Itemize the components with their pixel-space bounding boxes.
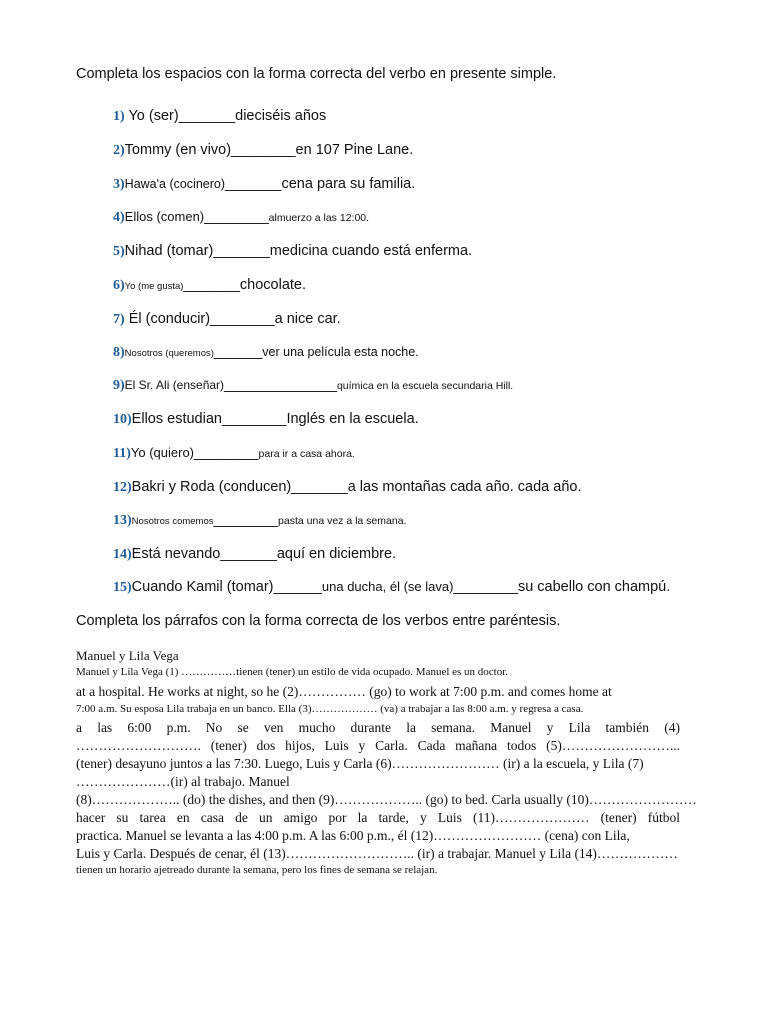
- item-blank: ________: [221, 411, 287, 427]
- section2-instruction: Completa los párrafos con la forma correcta de los verbos entre paréntesis.: [76, 613, 561, 629]
- item-mid: una ducha, él (se lava): [321, 579, 454, 594]
- item-prompt: Hawa'a (cocinero): [124, 177, 226, 191]
- item-blank-2: ________: [453, 579, 518, 595]
- exercise-item-15: [113, 579, 670, 596]
- exercise-item-1: [113, 108, 326, 125]
- section1-instruction: Completa los espacios con la forma correcta del verbo en presente simple.: [76, 66, 557, 82]
- exercise-item-6: [113, 277, 306, 294]
- item-rest: su cabello con champú.: [517, 579, 671, 595]
- item-prompt: Yo (ser): [128, 108, 179, 124]
- item-number: 9): [113, 378, 125, 393]
- paragraph-line: a las 6:00 p.m. No se ven mucho durante la semana. Manuel y Lila también (4): [76, 720, 680, 735]
- item-rest: medicina cuando está enferma.: [269, 243, 473, 259]
- item-number: 15): [113, 580, 132, 595]
- item-rest: cena para su familia.: [281, 176, 416, 192]
- exercise-item-14: [113, 546, 396, 563]
- item-rest: dieciséis años: [235, 108, 327, 124]
- item-prompt: Bakri y Roda (conducen): [131, 479, 292, 495]
- paragraph-line: tienen un horario ajetreado durante la semana, pero los fines de semana se relajan.: [76, 864, 438, 876]
- item-number: 1): [113, 109, 125, 124]
- exercise-item-10: [113, 411, 419, 428]
- exercise-item-7: [113, 311, 341, 328]
- item-rest: chocolate.: [239, 277, 307, 293]
- item-blank: ________: [213, 512, 279, 528]
- item-blank: _______: [225, 176, 282, 192]
- item-blank: ______: [273, 579, 322, 595]
- paragraph-line: at a hospital. He works at night, so he (2)…………… (go) to work at 7:00 p.m. and comes home at: [76, 684, 612, 699]
- item-prompt: Nihad (tomar): [124, 243, 214, 259]
- exercise-item-11: [113, 445, 355, 462]
- item-prompt: El Sr. Ali (enseñar): [124, 378, 225, 392]
- item-prompt: Ellos estudian: [131, 411, 222, 427]
- exercise-item-4: [113, 209, 369, 226]
- item-blank: _______: [183, 277, 240, 293]
- item-number: 12): [113, 480, 132, 495]
- item-number: 10): [113, 412, 132, 427]
- item-number: 6): [113, 278, 125, 293]
- item-blank: _______: [220, 546, 277, 562]
- item-prompt: Nosotros comemos: [131, 516, 214, 527]
- item-number: 3): [113, 177, 125, 192]
- item-blank: ________: [194, 445, 259, 461]
- item-blank: ________: [210, 311, 275, 327]
- item-number: 13): [113, 513, 132, 528]
- item-rest: a nice car.: [274, 311, 341, 327]
- exercise-item-5: [113, 243, 472, 260]
- exercise-item-9: [113, 377, 513, 394]
- item-prompt: Cuando Kamil (tomar): [131, 579, 274, 595]
- item-prompt: Yo (quiero): [130, 445, 195, 460]
- item-rest: a las montañas cada año. cada año.: [347, 479, 582, 495]
- item-number: 4): [113, 210, 125, 225]
- item-rest: ver una película esta noche.: [262, 345, 419, 359]
- item-rest: aquí en diciembre.: [276, 546, 397, 562]
- item-blank: _______: [178, 108, 236, 124]
- item-rest: química en la escuela secundaria Hill.: [336, 380, 514, 392]
- exercise-item-8: [113, 344, 419, 361]
- exercise-item-13: [113, 512, 406, 529]
- item-blank: ______________: [224, 377, 337, 393]
- item-prompt: Yo (me gusta): [124, 281, 184, 292]
- item-number: 2): [113, 143, 125, 158]
- item-number: 5): [113, 244, 125, 259]
- paragraph-line: ………………………. (tener) dos hijos, Luis y Carla. Cada mañana todos (5)……………………...: [76, 738, 680, 753]
- paragraph-title: Manuel y Lila Vega: [76, 648, 179, 663]
- item-number: 7): [113, 312, 125, 327]
- paragraph-line: Manuel y Lila Vega (1) ……………tienen (tener) un estilo de vida ocupado. Manuel es un doctor.: [76, 666, 509, 678]
- item-blank: _______: [213, 243, 270, 259]
- item-prompt: Está nevando: [131, 546, 221, 562]
- paragraph-line: (tener) desayuno juntos a las 7:30. Luego, Luis y Carla (6)…………………… (ir) a la escuela, y Lila (7): [76, 756, 644, 771]
- paragraph-line: (8)……………….. (do) the dishes, and then (9)……………….. (go) to bed. Carla usually (10)……………………: [76, 792, 697, 807]
- paragraph-line: hacer su tarea en casa de un amigo por la tarde, y Luis (11)………………… (tener) fútbol: [76, 810, 680, 825]
- item-rest: en 107 Pine Lane.: [295, 142, 414, 158]
- paragraph-line: practica. Manuel se levanta a las 4:00 p.m. A las 6:00 p.m., él (12)…………………… (cena) con Lila,: [76, 828, 630, 843]
- paragraph-line: …………………(ir) al trabajo. Manuel: [76, 774, 290, 789]
- paragraph-line: 7:00 a.m. Su esposa Lila trabaja en un banco. Ella (3)……………… (va) a trabajar a las 8:00 a.m. y regresa a casa.: [76, 703, 584, 715]
- item-blank: ______: [213, 344, 263, 360]
- item-blank: _______: [291, 479, 348, 495]
- exercise-item-3: [113, 176, 415, 193]
- item-rest: Inglés en la escuela.: [286, 411, 419, 427]
- paragraph-line: Luis y Carla. Después de cenar, él (13)……………………….. (ir) a trabajar. Manuel y Lila (14)………………: [76, 846, 678, 861]
- item-rest: para ir a casa ahora.: [258, 448, 355, 460]
- item-prompt: Tommy (en vivo): [124, 142, 232, 158]
- item-number: 11): [113, 446, 131, 461]
- item-rest: almuerzo a las 12:00.: [268, 212, 370, 224]
- exercise-item-12: [113, 479, 581, 496]
- item-rest: pasta una vez a la semana.: [278, 515, 407, 527]
- item-number: 8): [113, 345, 125, 360]
- item-blank: ________: [204, 209, 269, 225]
- item-number: 14): [113, 547, 132, 562]
- item-prompt: Nosotros (queremos): [124, 348, 214, 359]
- item-prompt: Ellos (comen): [124, 209, 205, 224]
- item-prompt: Él (conducir): [128, 311, 211, 327]
- item-blank: ________: [231, 142, 296, 158]
- exercise-item-2: [113, 142, 413, 159]
